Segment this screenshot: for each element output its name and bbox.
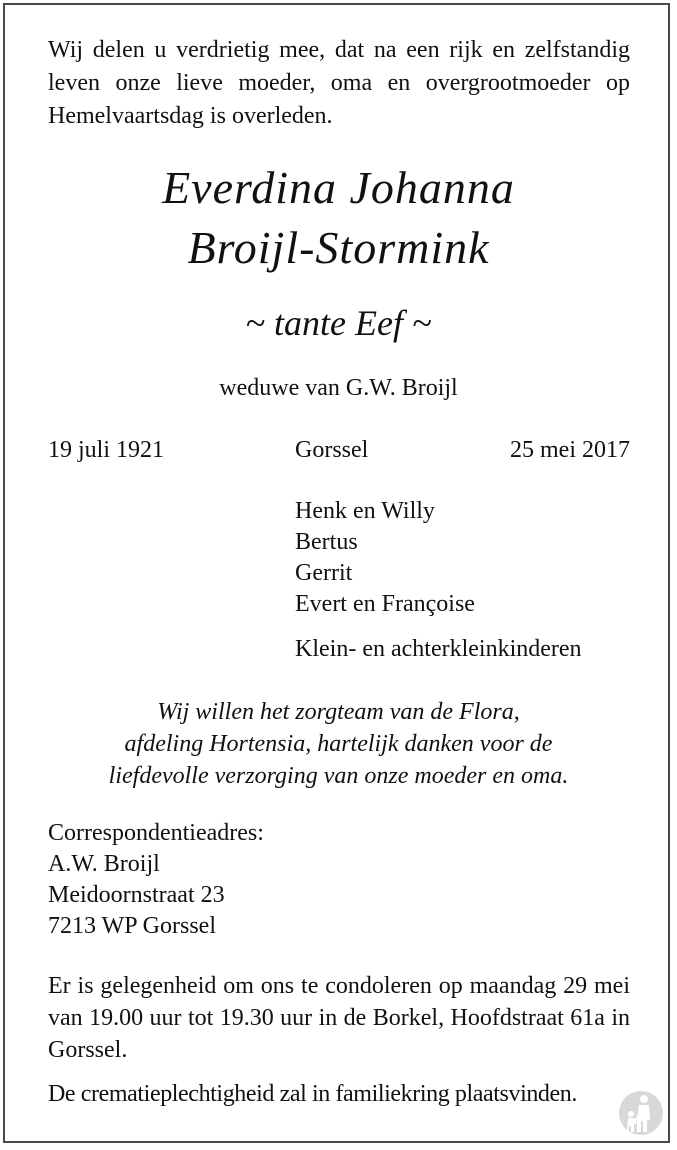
thanks-paragraph	[0, 696, 677, 792]
intro-paragraph: Wij delen u verdrietig mee, dat na een rijk en zelfstandig leven onze lieve moeder, oma en overgrootmoeder op Hemelvaartsdag is overleden.	[48, 37, 630, 129]
address-name: A.W. Broijl	[48, 851, 160, 877]
place: Gorssel	[295, 437, 369, 463]
family-member: Bertus	[295, 529, 358, 555]
address-postal-city: 7213 WP Gorssel	[48, 913, 216, 939]
deceased-name-last: Broijl-Stormink	[187, 222, 490, 273]
thanks-line: liefdevolle verzorging van onze moeder en oma.	[108, 763, 569, 789]
thanks-line: afdeling Hortensia, hartelijk danken voor de	[124, 731, 553, 757]
death-date: 25 mei 2017	[510, 437, 630, 463]
widow-of-line: weduwe van G.W. Broijl	[219, 375, 458, 401]
cremation-line: De crematieplechtigheid zal in familiekring plaatsvinden.	[48, 1081, 577, 1107]
family-member: Gerrit	[295, 560, 353, 586]
thanks-line: Wij willen het zorgteam van de Flora,	[157, 699, 520, 725]
correspondence-address	[48, 818, 264, 942]
address-label: Correspondentieadres:	[48, 820, 264, 846]
family-member: Henk en Willy	[295, 498, 435, 524]
family-member: Evert en Françoise	[295, 591, 475, 617]
grandchildren-line: Klein- en achterkleinkinderen	[295, 636, 582, 662]
address-street: Meidoornstraat 23	[48, 882, 225, 908]
person-with-child-icon	[618, 1090, 664, 1136]
birth-date: 19 juli 1921	[48, 437, 165, 463]
deceased-name-first: Everdina Johanna	[162, 162, 515, 213]
deceased-nickname: ~ tante Eef ~	[245, 303, 432, 343]
family-list	[295, 496, 475, 620]
condolence-paragraph: Er is gelegenheid om ons te condoleren op maandag 29 mei van 19.00 uur tot 19.30 uur in de Borkel, Hoofdstraat 61a in Gorssel.	[48, 973, 630, 1063]
